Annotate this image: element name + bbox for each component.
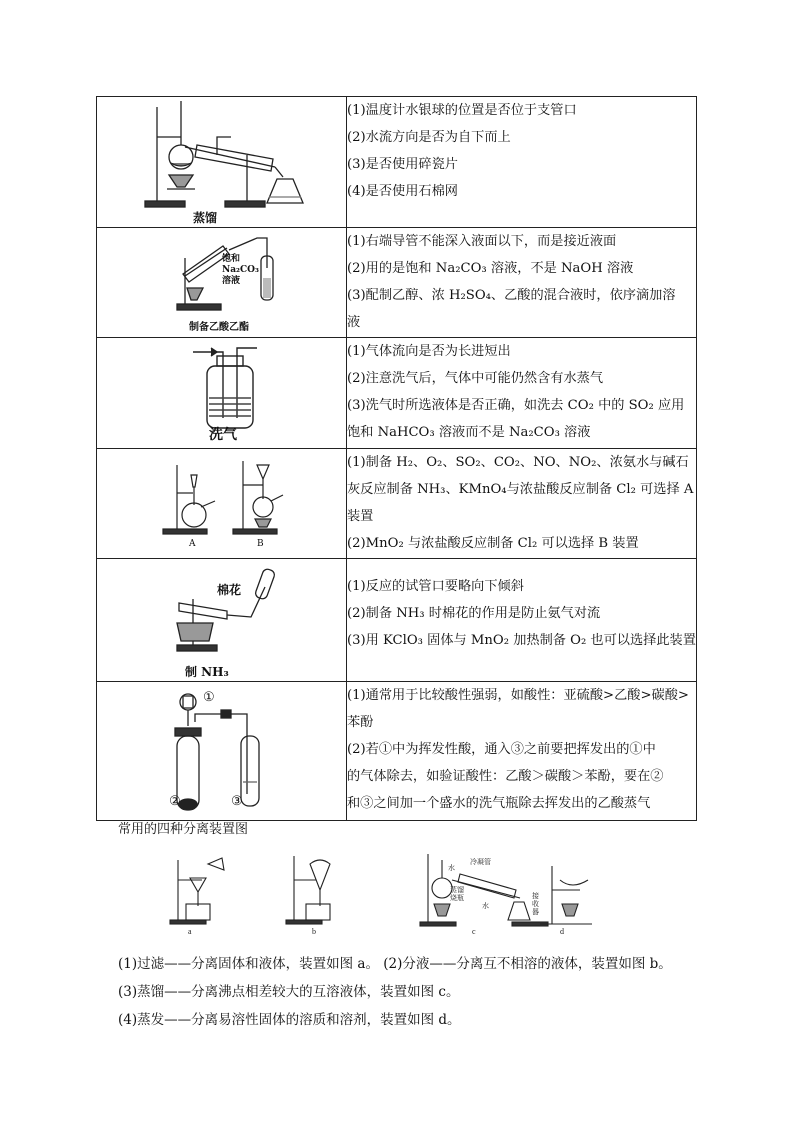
label-line: Na₂CO₃ bbox=[222, 265, 259, 275]
note: (3)用 KClO₃ 固体与 MnO₂ 加热制备 O₂ 也可以选择此装置 bbox=[347, 633, 696, 648]
paragraph: (3)蒸馏——分离沸点相差较大的互溶液体，装置如图 c。 bbox=[118, 984, 460, 1000]
caption-distillation: 蒸馏 bbox=[193, 211, 218, 225]
note: (3)洗气时所选液体是否正确，如洗去 CO₂ 中的 SO₂ 应用 bbox=[347, 398, 685, 413]
table-row bbox=[97, 228, 697, 338]
caption-ammonia: 制 NH₃ bbox=[185, 665, 229, 679]
fig-label-d: d bbox=[560, 927, 564, 936]
acid-compare-apparatus-icon bbox=[97, 682, 346, 820]
note: 饱和 NaHCO₃ 溶液而不是 Na₂CO₃ 溶液 bbox=[347, 425, 591, 440]
mark-2: ② bbox=[169, 794, 181, 809]
caption-gas-wash: 洗气 bbox=[209, 427, 237, 443]
gas-generator-icon bbox=[97, 449, 346, 558]
note: (2)MnO₂ 与浓盐酸反应制备 Cl₂ 可以选择 B 装置 bbox=[347, 536, 639, 551]
note: (1)温度计水银球的位置是否位于支管口 bbox=[347, 103, 577, 118]
note: (2)若①中为挥发性酸，通入③之前要把挥发出的①中 bbox=[347, 742, 656, 757]
section-title: 常用的四种分离装置图 bbox=[118, 822, 249, 837]
note: (4)是否使用石棉网 bbox=[347, 184, 458, 199]
gas-wash-figure bbox=[97, 338, 347, 449]
notes-gas-wash bbox=[347, 338, 697, 449]
table-row bbox=[97, 338, 697, 449]
mark-3: ③ bbox=[231, 794, 243, 809]
notes-ammonia bbox=[347, 559, 697, 682]
fig-c-label: 冷凝管 bbox=[470, 858, 491, 866]
distillation-apparatus-icon bbox=[97, 97, 346, 227]
caption-b: B bbox=[257, 539, 264, 549]
note: (1)右端导管不能深入液面以下，而是接近液面 bbox=[347, 234, 617, 249]
acid-compare-figure bbox=[97, 682, 347, 821]
notes-ester bbox=[347, 228, 697, 338]
apparatus-table bbox=[96, 96, 697, 821]
caption-ester: 制备乙酸乙酯 bbox=[189, 322, 249, 333]
note: 苯酚 bbox=[347, 715, 374, 730]
mark-1: ① bbox=[203, 690, 215, 705]
note: (1)反应的试管口要略向下倾斜 bbox=[347, 579, 524, 594]
fig-label-c: c bbox=[472, 927, 476, 936]
note: (1)气体流向是否为长进短出 bbox=[347, 344, 511, 359]
label-line: 饱和 bbox=[222, 254, 241, 264]
cotton-label: 棉花 bbox=[217, 583, 242, 597]
ester-solution-label bbox=[222, 254, 259, 287]
note: 液 bbox=[347, 315, 361, 330]
table-row bbox=[97, 559, 697, 682]
table-row bbox=[97, 682, 697, 821]
fig-c-label: 水 bbox=[448, 864, 455, 872]
note: 灰反应制备 NH₃、KMnO₄与浓盐酸反应制备 Cl₂ 可选择 A bbox=[347, 482, 694, 497]
ester-figure bbox=[97, 228, 347, 338]
fig-c-label: 器 bbox=[532, 908, 539, 916]
note: (2)用的是饱和 Na₂CO₃ 溶液，不是 NaOH 溶液 bbox=[347, 261, 634, 276]
fig-c-label: 接 bbox=[532, 892, 539, 900]
fig-c-label: 水 bbox=[482, 902, 489, 910]
separation-figures-icon bbox=[160, 850, 600, 940]
note: 装置 bbox=[347, 509, 374, 524]
note: (2)制备 NH₃ 时棉花的作用是防止氨气对流 bbox=[347, 606, 601, 621]
note: (2)注意洗气后，气体中可能仍然含有水蒸气 bbox=[347, 371, 604, 386]
fig-c-label: 烧瓶 bbox=[450, 894, 464, 902]
fig-c-label: 收 bbox=[532, 900, 539, 908]
note: (1)通常用于比较酸性强弱，如酸性：亚硫酸>乙酸>碳酸> bbox=[347, 688, 689, 703]
ammonia-figure bbox=[97, 559, 347, 682]
notes-distillation bbox=[347, 97, 697, 228]
note: (2)水流方向是否为自下而上 bbox=[347, 130, 511, 145]
gas-generator-figure bbox=[97, 449, 347, 559]
fig-label-a: a bbox=[188, 927, 192, 936]
fig-label-b: b bbox=[312, 927, 316, 936]
note: 和③之间加一个盛水的洗气瓶除去挥发出的乙酸蒸气 bbox=[347, 796, 651, 811]
note: 的气体除去，如验证酸性：乙酸＞碳酸＞苯酚，要在② bbox=[347, 769, 664, 784]
note: (3)是否使用碎瓷片 bbox=[347, 157, 458, 172]
fig-c-label: 蒸馏 bbox=[450, 886, 464, 894]
distillation-figure bbox=[97, 97, 347, 228]
table-row bbox=[97, 97, 697, 228]
paragraph: (4)蒸发——分离易溶性固体的溶质和溶剂，装置如图 d。 bbox=[118, 1012, 461, 1028]
label-line: 溶液 bbox=[222, 276, 241, 286]
table-row bbox=[97, 449, 697, 559]
caption-a: A bbox=[189, 539, 196, 549]
notes-gas-generator bbox=[347, 449, 697, 559]
notes-acid-compare bbox=[347, 682, 697, 821]
note: (1)制备 H₂、O₂、SO₂、CO₂、NO、NO₂、浓氨水与碱石 bbox=[347, 455, 689, 470]
paragraph: (1)过滤——分离固体和液体，装置如图 a。 (2)分液——分离互不相溶的液体，装置如图 b。 bbox=[118, 956, 672, 972]
note: (3)配制乙醇、浓 H₂SO₄、乙酸的混合液时，依序滴加溶 bbox=[347, 288, 676, 303]
